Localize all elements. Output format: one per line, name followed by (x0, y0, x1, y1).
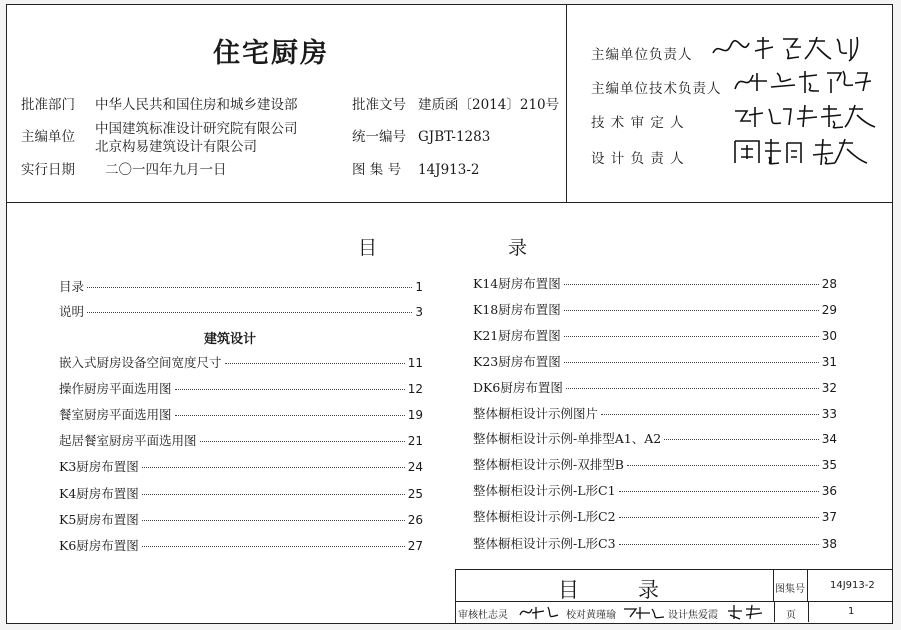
toc-entry-page: 11 (407, 356, 423, 370)
toc-leader-dots (566, 388, 819, 389)
toc-entry (473, 326, 837, 343)
toc-leader-dots (564, 362, 819, 363)
toc-entry (473, 274, 837, 291)
signature-chief-unit-head (709, 33, 869, 68)
title-block-name-cell (456, 570, 774, 602)
title-block-atlas-value-cell (808, 570, 893, 602)
toc-entry-label: 说明 (59, 304, 85, 319)
toc-leader-dots (200, 441, 405, 442)
approver-value: 中华人民共和国住房和城乡建设部 (95, 97, 298, 113)
title-block-signature-row (456, 602, 893, 622)
toc-entry-page: 34 (821, 432, 837, 446)
toc-leader-dots (87, 287, 412, 288)
toc-entry (59, 457, 423, 474)
toc-entry (59, 484, 423, 501)
toc-entry-label: 整体橱柜设计示例-L形C1 (473, 483, 616, 498)
toc-entry (473, 429, 837, 446)
toc-entry-label: K23厨房布置图 (473, 354, 561, 369)
title-block-atlas-label-cell (774, 570, 808, 602)
toc-entry-label: K14厨房布置图 (473, 276, 561, 291)
toc-entry (59, 302, 423, 319)
title-block-atlas-label: 图集号 (775, 584, 805, 595)
page-label: 页 (786, 610, 796, 621)
date-value: 二〇一四年九月一日 (105, 162, 227, 178)
toc-leader-dots (142, 520, 405, 521)
reviewer-signature (518, 603, 562, 624)
editor-label: 主编单位 (21, 129, 75, 145)
toc-entry (59, 277, 423, 294)
toc-entry (473, 455, 837, 472)
title-block-divider (808, 602, 809, 622)
toc-entry-page: 30 (821, 329, 837, 343)
chief-unit-head-label: 主编单位负责人 (591, 47, 693, 63)
toc-leader-dots (664, 439, 819, 440)
toc-entry-page: 32 (821, 381, 837, 395)
title-block (455, 569, 892, 623)
toc-entry (473, 534, 837, 551)
approver-label: 批准部门 (21, 97, 75, 113)
toc-entry-label: K3厨房布置图 (59, 459, 139, 474)
toc-entry-label: K18厨房布置图 (473, 302, 561, 317)
toc-entry-label: K21厨房布置图 (473, 328, 561, 343)
toc-entry-page: 1 (415, 280, 423, 294)
approval-no-label: 批准文号 (352, 97, 406, 113)
toc-entry-page: 19 (407, 408, 423, 422)
toc-entry-label: DK6厨房布置图 (473, 380, 563, 395)
toc-leader-dots (225, 363, 405, 364)
toc-entry-page: 27 (407, 539, 423, 553)
designer-name: 焦爱霞 (688, 610, 718, 621)
toc-entry (473, 352, 837, 369)
title-block-name-right: 录 (638, 578, 659, 602)
toc-leader-dots (619, 491, 819, 492)
toc-entry (59, 536, 423, 553)
toc-entry-page: 3 (415, 305, 423, 319)
signature-tech-review (733, 101, 883, 136)
toc-entry-page: 21 (407, 434, 423, 448)
date-label: 实行日期 (21, 162, 75, 178)
toc-leader-dots (142, 546, 405, 547)
designer-signature (726, 603, 766, 624)
title-block-atlas-value: 14J913-2 (830, 580, 875, 591)
toc-entry-page: 12 (407, 382, 423, 396)
toc-entry (59, 353, 423, 370)
header-info-panel (7, 5, 567, 203)
toc-entry-label: 整体橱柜设计示例-双排型B (473, 457, 624, 472)
toc-entry-label: 起居餐室厨房平面选用图 (59, 433, 197, 448)
toc-entry-label: K5厨房布置图 (59, 512, 139, 527)
toc-leader-dots (627, 465, 819, 466)
check-label: 校对 (566, 610, 586, 621)
toc-leader-dots (601, 414, 819, 415)
toc-entry-label: 整体橱柜设计示例图片 (473, 406, 599, 421)
review-label: 审核 (458, 610, 478, 621)
toc-heading-left: 目 (358, 237, 378, 259)
drawing-sheet (6, 4, 893, 624)
responsible-persons-panel (567, 5, 892, 203)
editor-value-1: 中国建筑标准设计研究院有限公司 (95, 121, 298, 137)
toc-entry-label: 整体橱柜设计示例-单排型A1、A2 (473, 431, 662, 446)
page-value: 1 (848, 606, 855, 617)
toc-entry (473, 300, 837, 317)
toc-heading-right: 录 (508, 237, 528, 259)
signature-design-lead (733, 135, 873, 174)
toc-entry-page: 25 (407, 487, 423, 501)
toc-entry-page: 33 (821, 407, 837, 421)
toc-section-label: 建筑设计 (204, 332, 257, 347)
toc-leader-dots (175, 415, 405, 416)
toc-leader-dots (619, 517, 819, 518)
toc-leader-dots (175, 389, 405, 390)
atlas-no-label: 图 集 号 (352, 162, 402, 178)
design-label: 设计 (668, 610, 688, 621)
signature-chief-unit-tech (733, 65, 873, 102)
toc-entry (473, 404, 837, 421)
toc-leader-dots (619, 544, 819, 545)
toc-entry (59, 431, 423, 448)
atlas-title: 住宅厨房 (213, 38, 329, 69)
toc-entry (473, 481, 837, 498)
editor-value-2: 北京构易建筑设计有限公司 (95, 139, 257, 155)
unified-no-label: 统一编号 (352, 129, 406, 145)
toc-entry (473, 378, 837, 395)
toc-leader-dots (87, 312, 412, 313)
toc-entry-page: 28 (821, 277, 837, 291)
toc-entry-label: K4厨房布置图 (59, 486, 139, 501)
toc-entry-page: 24 (407, 460, 423, 474)
toc-entry-page: 36 (821, 484, 837, 498)
toc-entry-page: 26 (407, 513, 423, 527)
tech-review-label: 技 术 审 定 人 (591, 115, 685, 131)
title-block-name-left: 目 (558, 578, 579, 602)
toc-entry-label: 餐室厨房平面选用图 (59, 407, 172, 422)
toc-entry (473, 507, 837, 524)
toc-entry-label: 操作厨房平面选用图 (59, 381, 172, 396)
reviewer-name: 杜志灵 (478, 610, 508, 621)
toc-entry-page: 38 (821, 537, 837, 551)
title-block-divider (774, 602, 775, 622)
design-lead-label: 设 计 负 责 人 (591, 151, 685, 167)
toc-entry (59, 379, 423, 396)
toc-entry-label: K6厨房布置图 (59, 538, 139, 553)
toc-entry-page: 37 (821, 510, 837, 524)
toc-entry (59, 405, 423, 422)
toc-entry-label: 嵌入式厨房设备空间宽度尺寸 (59, 355, 222, 370)
toc-leader-dots (564, 310, 819, 311)
checker-name: 黄瑾瑜 (586, 610, 616, 621)
unified-no-value: GJBT-1283 (418, 129, 491, 145)
toc-leader-dots (142, 494, 405, 495)
toc-entry-page: 31 (821, 355, 837, 369)
approval-no-value: 建质函〔2014〕210号 (418, 97, 560, 113)
chief-unit-tech-label: 主编单位技术负责人 (591, 81, 722, 97)
atlas-no-value: 14J913-2 (418, 162, 480, 178)
toc-leader-dots (142, 467, 405, 468)
toc-entry (59, 510, 423, 527)
toc-entry-label: 目录 (59, 279, 85, 294)
toc-leader-dots (564, 336, 819, 337)
toc-entry-page: 35 (821, 458, 837, 472)
toc-entry-label: 整体橱柜设计示例-L形C3 (473, 536, 616, 551)
toc-leader-dots (564, 284, 819, 285)
toc-entry-label: 整体橱柜设计示例-L形C2 (473, 509, 616, 524)
checker-signature (622, 603, 666, 624)
toc-entry-page: 29 (821, 303, 837, 317)
